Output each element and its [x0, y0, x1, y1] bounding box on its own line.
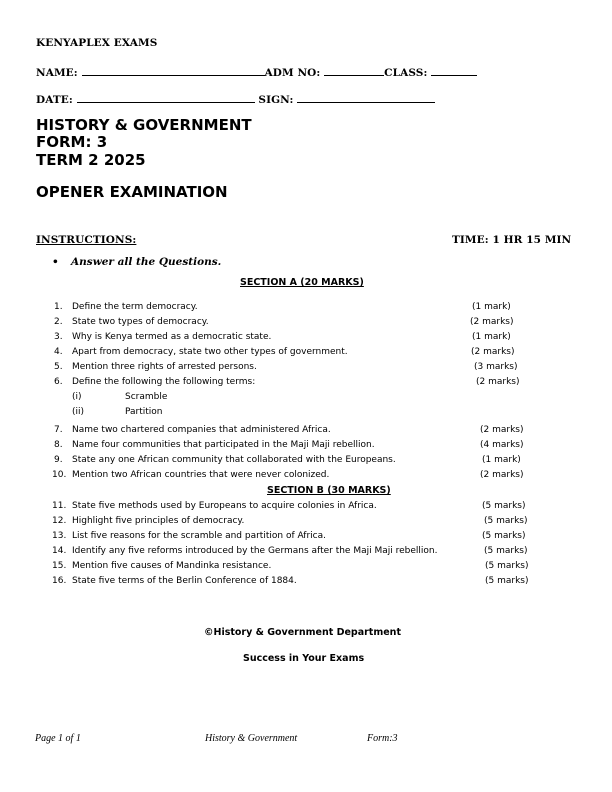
- name-row: [36, 65, 477, 79]
- section-a-heading: SECTION A (20 MARKS): [240, 277, 364, 288]
- question-3: 3. Why is Kenya termed as a democratic state.: [54, 332, 272, 342]
- question-9: 9. State any one African community that collaborated with the Europeans.: [54, 455, 396, 465]
- marks-15: (5 marks): [485, 561, 529, 571]
- question-10: 10. Mention two African countries that were never colonized.: [52, 470, 330, 480]
- marks-7: (2 marks): [480, 425, 524, 435]
- instructions-label: INSTRUCTIONS:: [36, 234, 137, 246]
- sub-question-ii: (ii) Partition: [72, 407, 163, 417]
- department-credit: ©History & Government Department: [204, 627, 401, 638]
- sub-question-i: (i) Scramble: [72, 392, 168, 402]
- marks-5: (3 marks): [474, 362, 518, 372]
- brand-title: KENYAPLEX EXAMS: [36, 37, 158, 49]
- marks-10: (2 marks): [480, 470, 524, 480]
- question-7: 7. Name two chartered companies that administered Africa.: [54, 425, 331, 435]
- date-field[interactable]: [77, 92, 255, 103]
- marks-14: (5 marks): [484, 546, 528, 556]
- marks-12: (5 marks): [484, 516, 528, 526]
- page-number: Page 1 of 1: [35, 733, 81, 744]
- time-label: TIME: 1 HR 15 MIN: [452, 234, 572, 246]
- footer-form: Form:3: [367, 733, 398, 744]
- adm-label: ADM NO:: [264, 67, 321, 79]
- question-16: 16. State five terms of the Berlin Conference of 1884.: [52, 576, 297, 586]
- marks-8: (4 marks): [480, 440, 524, 450]
- footer-subject: History & Government: [205, 733, 298, 744]
- class-field[interactable]: [431, 65, 477, 76]
- date-label: DATE:: [36, 94, 73, 106]
- bullet-icon: •: [52, 256, 59, 268]
- exam-title: OPENER EXAMINATION: [36, 183, 228, 201]
- question-4: 4. Apart from democracy, state two other types of government.: [54, 347, 348, 357]
- class-label: CLASS:: [384, 67, 428, 79]
- sign-label: SIGN:: [258, 94, 294, 106]
- marks-16: (5 marks): [485, 576, 529, 586]
- question-12: 12. Highlight five principles of democracy.: [52, 516, 245, 526]
- question-14: 14. Identify any five reforms introduced by the Germans after the Maji Maji rebellion.: [52, 546, 438, 556]
- marks-4: (2 marks): [471, 347, 515, 357]
- question-2: 2. State two types of democracy.: [54, 317, 209, 327]
- subject-title: HISTORY & GOVERNMENT: [36, 116, 252, 134]
- marks-1: (1 mark): [472, 302, 511, 312]
- marks-9: (1 mark): [482, 455, 521, 465]
- form-title: FORM: 3: [36, 133, 108, 151]
- date-row: [36, 92, 435, 106]
- name-label: NAME:: [36, 67, 78, 79]
- term-title: TERM 2 2025: [36, 151, 146, 169]
- question-6: 6. Define the following the following terms:: [54, 377, 256, 387]
- section-b-heading: SECTION B (30 MARKS): [267, 485, 391, 496]
- question-13: 13. List five reasons for the scramble and partition of Africa.: [52, 531, 327, 541]
- sign-field[interactable]: [297, 92, 435, 103]
- name-field[interactable]: [82, 65, 265, 76]
- marks-3: (1 mark): [472, 332, 511, 342]
- question-1: 1. Define the term democracy.: [54, 302, 198, 312]
- instruction-item: • Answer all the Questions.: [52, 256, 222, 268]
- marks-2: (2 marks): [470, 317, 514, 327]
- question-8: 8. Name four communities that participated in the Maji Maji rebellion.: [54, 440, 375, 450]
- marks-13: (5 marks): [482, 531, 526, 541]
- marks-11: (5 marks): [482, 501, 526, 511]
- question-5: 5. Mention three rights of arrested persons.: [54, 362, 257, 372]
- question-15: 15. Mention five causes of Mandinka resistance.: [52, 561, 272, 571]
- success-message: Success in Your Exams: [243, 653, 365, 664]
- adm-field[interactable]: [324, 65, 384, 76]
- question-11: 11. State five methods used by Europeans to acquire colonies in Africa.: [52, 501, 377, 511]
- marks-6: (2 marks): [476, 377, 520, 387]
